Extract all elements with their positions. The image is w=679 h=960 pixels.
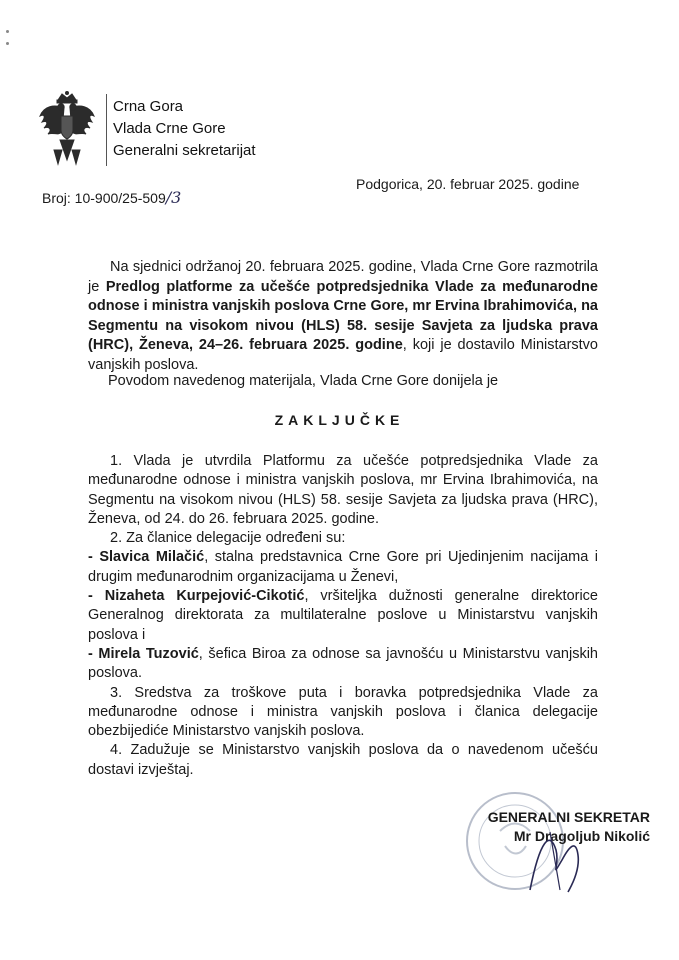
delegate-2-desc: , vršiteljka dužnosti generalne direktorice Generalnog direktorata za multilateralne poslove u Ministarstvu vanjskih poslova i: [88, 588, 598, 643]
letterhead-government: Vlada Crne Gore: [113, 120, 226, 137]
reference-number-text: Broj: 10-900/25-509: [42, 190, 166, 206]
conclusion-4: 4. Zadužuje se Ministarstvo vanjskih poslova da o navedenom učešću dostavi izvještaj.: [88, 742, 598, 778]
delegate-3-name: - Mirela Tuzović: [88, 645, 199, 662]
delegate-3: [88, 645, 598, 684]
reference-number: [42, 188, 181, 207]
scan-speck: [6, 30, 9, 33]
conclusion-3: 3. Sredstva za troškove puta i boravka potpredsjednika Vlade za međunarodne odnose i ministra vanjskih poslova i članica delegacije obezbijediće Ministarstvo vanjskih poslova.: [88, 684, 598, 740]
signature-name: Mr Dragoljub Nikolić: [513, 828, 650, 844]
delegate-2: [88, 587, 598, 645]
intro-bold-subject: Predlog platforme za učešće potpredsjednika Vlade za međunarodne odnose i ministra vanjskih poslova Crne Gore, mr Ervina Ibrahimovića, na Segmentu na visokom nivou (HLS) 58. sesije Savjeta za ljudska prava (HRC), Ženeva, 24–26. februara 2025. godine: [88, 278, 598, 353]
intro-part2: , koji je dostavilo Ministarstvo vanjskih poslova.: [88, 337, 599, 373]
delegate-3-desc: , šefica Biroa za odnose sa javnošću u Ministarstvu vanjskih poslova.: [88, 645, 598, 682]
povodom-line: Povodom navedenog materijala, Vlada Crne Gore donijela je: [108, 373, 499, 389]
intro-part1: Na sjednici održanoj 20. februara 2025. godine, Vlada Crne Gore razmotrila je: [88, 259, 598, 295]
montenegro-coat-of-arms-icon: [36, 90, 98, 172]
conclusion-1: 1. Vlada je utvrdila Platformu za učešće potpredsjednika Vlade za međunarodne odnose i ministra vanjskih poslova, mr Ervina Ibrahimovića, na Segmentu na visokom nivou (HLS) 58. sesije Savjeta za ljudska prava (HRC), Ženeva, od 24. do 26. februara 2025. godine.: [88, 453, 598, 527]
delegate-1-desc: , stalna predstavnica Crne Gore pri Ujedinjenim nacijama i drugim međunarodnim organizacijama u Ženevi,: [88, 549, 599, 585]
intro-paragraph: [88, 258, 598, 375]
delegate-2-name: - Nizaheta Kurpejović-Cikotić: [88, 588, 305, 605]
handwritten-suffix: /3: [165, 188, 182, 207]
section-title: ZAKLJUČKE: [274, 412, 405, 428]
delegate-1: [88, 548, 598, 587]
place-date: Podgorica, 20. februar 2025. godine: [356, 176, 580, 192]
letterhead-country: Crna Gora: [113, 98, 184, 115]
delegate-1-name: - Slavica Milačić: [88, 549, 205, 566]
conclusion-2: 2. Za članice delegacije određeni su:: [110, 530, 346, 547]
signature-role: GENERALNI SEKRETAR: [487, 809, 650, 825]
handwritten-signature: [520, 820, 590, 900]
letterhead-divider: [106, 94, 107, 166]
letterhead: [113, 96, 256, 162]
scan-speck: [6, 42, 9, 45]
letterhead-secretariat: Generalni sekretarijat: [113, 142, 256, 159]
conclusions-list: [88, 452, 598, 780]
